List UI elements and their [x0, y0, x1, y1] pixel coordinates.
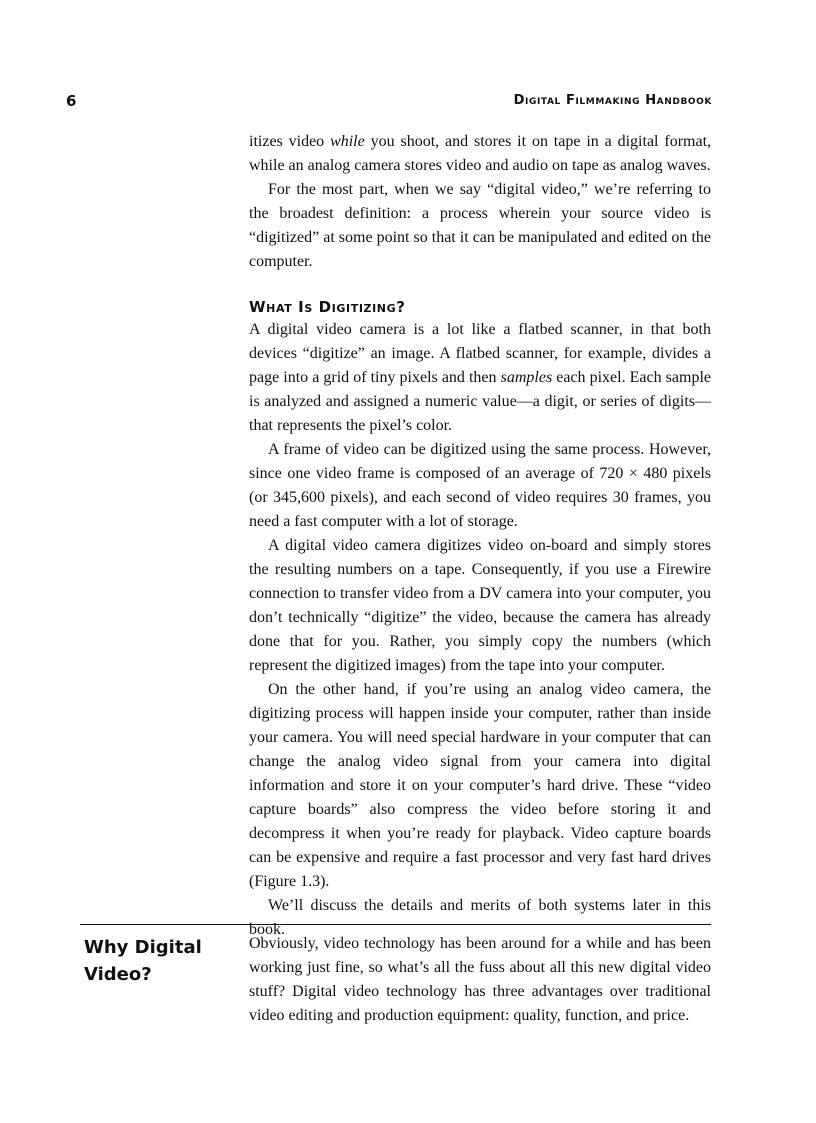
why-digital-paragraph-1: Obviously, video technology has been around for a while and has been working just fine, so what’s all the fuss about all this new digital video stuff? Digital video technology has three advantages over traditional video editing and production equipment: quality, function, and price. [249, 935, 711, 1024]
intro-paragraph-1: itizes video while you shoot, and stores it on tape in a digital format, while an analog camera stores video and audio on tape as analog waves. [249, 133, 712, 174]
digitizing-paragraph-2: A frame of video can be digitized using the same process. However, since one video frame is composed of an average of 720 × 480 pixels (or 345,600 pixels), and each second of video requires 30 frames, you need a fast computer with a lot of storage. [249, 441, 711, 530]
intro-paragraph-2: For the most part, when we say “digital video,” we’re referring to the broadest definition: a process wherein your source video is “digitized” at some point so that it can be manipulated and edited on the computer. [249, 181, 711, 270]
emphasis-samples: samples [500, 369, 553, 386]
page-number: 6 [66, 92, 77, 110]
digitizing-paragraph-1: A digital video camera is a lot like a flatbed scanner, in that both devices “digitize” an image. A flatbed scanner, for example, divides a page into a grid of tiny pixels and then samples each pixel. Each sample is analyzed and assigned a numeric value—a digit, or series of digits—that represents the pixel’s color. [249, 321, 712, 434]
intro-section [249, 130, 711, 274]
digitizing-paragraph-3: A digital video camera digitizes video on-board and simply stores the resulting numbers on a tape. Consequently, if you use a Firewire connection to transfer video from a DV camera into your computer, you don’t technically “digitize” the video, because the camera has already done that for you. Rather, you simply copy the numbers (which represent the digitized images) from the tape into your computer. [249, 537, 711, 674]
digitizing-section [249, 296, 711, 942]
sidebar-heading-line-2: Video? [84, 964, 152, 985]
digitizing-paragraph-4: On the other hand, if you’re using an analog video camera, the digitizing process will happen inside your computer, rather than inside your camera. You will need special hardware in your computer that can change the analog video signal from your camera into digital information and store it on your computer’s hard drive. These “video capture boards” also compress the video before storing it and decompress it when you’re ready for playback. Video capture boards can be expensive and require a fast processor and very fast hard drives (Figure 1.3). [249, 681, 711, 890]
running-head-title: Digital Filmmaking Handbook [513, 93, 712, 108]
digitizing-paragraph-5: We’ll discuss the details and merits of both systems later in this book. [249, 897, 711, 938]
sidebar-heading-why-digital-video [84, 934, 234, 988]
emphasis-while: while [330, 133, 365, 150]
why-digital-section [249, 932, 711, 1028]
section-divider-rule [80, 924, 711, 925]
sidebar-heading-line-1: Why Digital [84, 937, 202, 958]
section-heading-digitizing: What Is Digitizing? [249, 298, 406, 316]
